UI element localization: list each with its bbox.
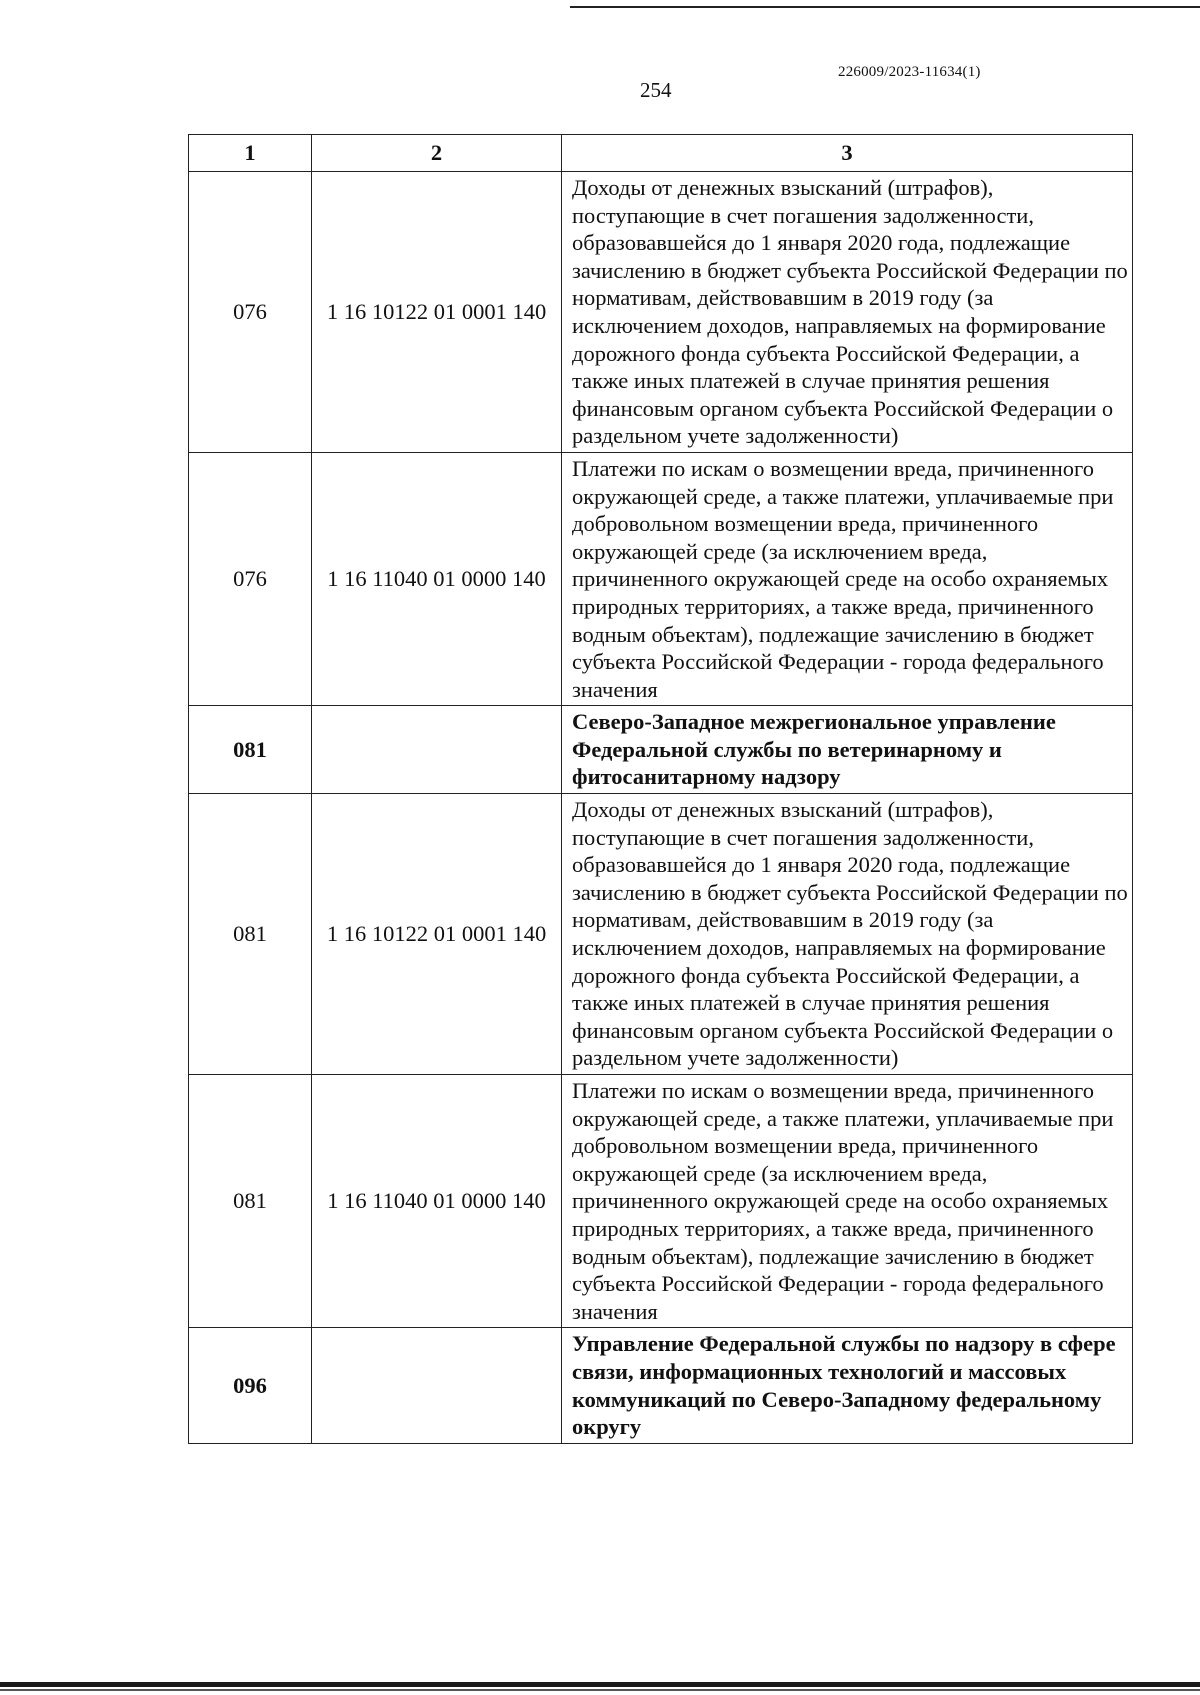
budget-codes-table	[188, 134, 1133, 1444]
table-row	[189, 172, 1133, 453]
column-header-1: 1	[189, 135, 312, 172]
page-number: 254	[640, 78, 672, 102]
administrator-name: Северо-Западное межрегиональное управление Федеральной службы по ветеринарному и фитосанитарному надзору	[562, 706, 1133, 794]
column-header-2: 2	[312, 135, 562, 172]
budget-classification-code	[312, 706, 562, 794]
column-header-3: 3	[562, 135, 1133, 172]
row-description: Платежи по искам о возмещении вреда, причиненного окружающей среде, а также платежи, уплачиваемые при добровольном возмещении вреда, причиненного окружающей среде (за исключением вреда, причиненного окружающей среде на особо охраняемых природных территориях, а также вреда, причиненного водным объектам), подлежащие зачислению в бюджет субъекта Российской Федерации - города федерального значения	[562, 452, 1133, 705]
table-row	[189, 1328, 1133, 1443]
table-row	[189, 794, 1133, 1075]
row-description: Платежи по искам о возмещении вреда, причиненного окружающей среде, а также платежи, уплачиваемые при добровольном возмещении вреда, причиненного окружающей среде (за исключением вреда, причиненного окружающей среде на особо охраняемых природных территориях, а также вреда, причиненного водным объектам), подлежащие зачислению в бюджет субъекта Российской Федерации - города федерального значения	[562, 1075, 1133, 1328]
row-description: Доходы от денежных взысканий (штрафов), поступающие в счет погашения задолженности, образовавшейся до 1 января 2020 года, подлежащие зачислению в бюджет субъекта Российской Федерации по нормативам, действовавшим в 2019 году (за исключением доходов, направляемых на формирование дорожного фонда субъекта Российской Федерации, а также иных платежей в случае принятия решения финансовым органом субъекта Российской Федерации о раздельном учете задолженности)	[562, 172, 1133, 453]
budget-classification-code	[312, 1328, 562, 1443]
table-row	[189, 452, 1133, 705]
scan-edge	[570, 6, 1200, 8]
table-row	[189, 1075, 1133, 1328]
table-header-row	[189, 135, 1133, 172]
budget-classification-code: 1 16 11040 01 0000 140	[312, 1075, 562, 1328]
budget-classification-code: 1 16 10122 01 0001 140	[312, 172, 562, 453]
budget-classification-code: 1 16 10122 01 0001 140	[312, 794, 562, 1075]
administrator-code: 081	[189, 794, 312, 1075]
row-description: Доходы от денежных взысканий (штрафов), поступающие в счет погашения задолженности, образовавшейся до 1 января 2020 года, подлежащие зачислению в бюджет субъекта Российской Федерации по нормативам, действовавшим в 2019 году (за исключением доходов, направляемых на формирование дорожного фонда субъекта Российской Федерации, а также иных платежей в случае принятия решения финансовым органом субъекта Российской Федерации о раздельном учете задолженности)	[562, 794, 1133, 1075]
administrator-code: 096	[189, 1328, 312, 1443]
administrator-code: 076	[189, 452, 312, 705]
scan-edge-bottom-line	[0, 1689, 1200, 1691]
table-row	[189, 706, 1133, 794]
budget-classification-code: 1 16 11040 01 0000 140	[312, 452, 562, 705]
administrator-code: 081	[189, 706, 312, 794]
scan-edge-bottom	[0, 1682, 1200, 1687]
document-id: 226009/2023-11634(1)	[838, 64, 981, 80]
administrator-code: 076	[189, 172, 312, 453]
administrator-code: 081	[189, 1075, 312, 1328]
administrator-name: Управление Федеральной службы по надзору в сфере связи, информационных технологий и массовых коммуникаций по Северо-Западному федеральному округу	[562, 1328, 1133, 1443]
